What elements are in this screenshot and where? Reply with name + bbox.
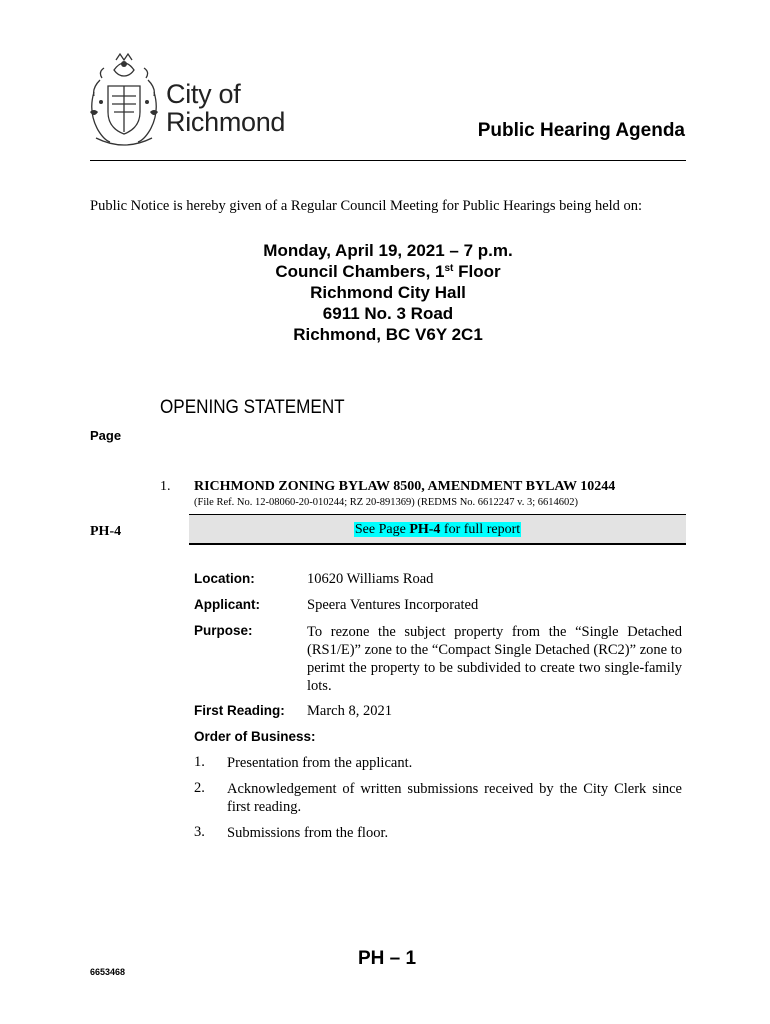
report-link[interactable] xyxy=(189,522,686,538)
report-link-bar xyxy=(189,514,686,545)
header-divider xyxy=(90,160,686,161)
applicant-label: Applicant: xyxy=(194,597,260,612)
item-number: 1. xyxy=(160,479,171,494)
footer-document-number: 6653468 xyxy=(90,967,126,977)
meeting-building: Richmond City Hall xyxy=(310,283,466,302)
agenda-title: Public Hearing Agenda xyxy=(477,120,685,141)
venue-superscript: st xyxy=(444,263,454,274)
meeting-date-time: Monday, April 19, 2021 – 7 p.m. xyxy=(263,241,513,260)
page-column-label: Page xyxy=(90,428,122,443)
city-name-line1: City of xyxy=(166,79,241,109)
purpose-value: To rezone the subject property from the “Single Detached (RS1/E)” zone to the “Compact Single Detached (RC2)” zone to perimt the property to be subdivided to create two single-family lots. xyxy=(307,624,682,694)
first-reading-value: March 8, 2021 xyxy=(307,703,392,719)
order-item-text: Presentation from the applicant. xyxy=(227,755,413,771)
city-name xyxy=(166,80,285,136)
purpose-label: Purpose: xyxy=(194,623,253,638)
applicant-value: Speera Ventures Incorporated xyxy=(307,597,479,613)
meeting-street: 6911 No. 3 Road xyxy=(322,304,454,323)
report-link-pre[interactable]: See Page xyxy=(354,522,410,537)
item-title: RICHMOND ZONING BYLAW 8500, AMENDMENT BYLAW 10244 xyxy=(194,479,616,494)
opening-statement-heading: OPENING STATEMENT xyxy=(160,397,345,418)
order-item-text: Submissions from the floor. xyxy=(227,825,389,841)
footer-page-number: PH – 1 xyxy=(358,948,417,969)
meeting-details xyxy=(90,240,686,345)
item-page-reference: PH-4 xyxy=(90,524,122,539)
order-item-number: 2. xyxy=(194,780,205,796)
order-item-number: 1. xyxy=(194,754,205,770)
public-notice-text: Public Notice is hereby given of a Regular Council Meeting for Public Hearings being held on: xyxy=(90,198,643,214)
report-link-post[interactable]: for full report xyxy=(440,522,521,537)
meeting-city: Richmond, BC V6Y 2C1 xyxy=(293,325,483,344)
order-item-text: Acknowledgement of written submissions received by the City Clerk since first reading. xyxy=(227,781,682,815)
venue-floor: Floor xyxy=(453,262,501,281)
meeting-venue xyxy=(90,261,686,282)
order-item-number: 3. xyxy=(194,824,205,840)
location-value: 10620 Williams Road xyxy=(307,571,434,587)
location-label: Location: xyxy=(194,571,255,586)
city-name-line2: Richmond xyxy=(166,107,286,137)
venue-text: Council Chambers, 1 xyxy=(275,262,445,281)
report-link-page[interactable]: PH-4 xyxy=(409,522,441,537)
report-link-highlight[interactable] xyxy=(354,522,521,537)
order-of-business-label: Order of Business: xyxy=(194,729,316,744)
city-crest-logo xyxy=(86,52,162,150)
item-file-reference: (File Ref. No. 12-08060-20-010244; RZ 20-891369) (REDMS No. 6612247 v. 3; 6614602) xyxy=(194,497,579,508)
first-reading-label: First Reading: xyxy=(194,703,285,718)
